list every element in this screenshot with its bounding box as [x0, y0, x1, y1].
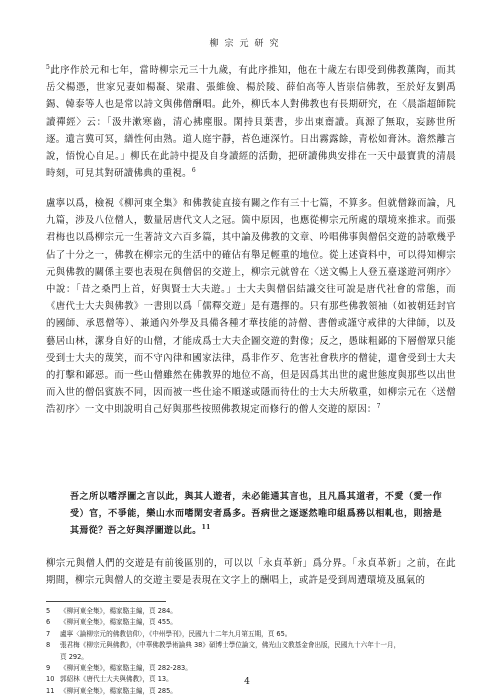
footnote-text: 《柳河東全集》，楊家駱主編，頁 285。 [60, 686, 177, 695]
footnote-text: 張君梅《柳宗元與佛教》，《中華佛教學術論典 38》碩博士學位論文，佛光山文教基金會出版，民國九十六年十一月， [60, 641, 401, 650]
footnote-divider [46, 601, 166, 602]
footnote-marker: 11 [201, 524, 211, 531]
footnote-number: 10 [46, 675, 55, 684]
paragraph-1 [46, 62, 456, 182]
footnote-marker: 6 [191, 167, 197, 175]
block-quote [70, 489, 442, 540]
footnote-text: 《柳河東全集》，楊家駱主編，頁 284。 [60, 607, 177, 615]
footnote [46, 686, 456, 697]
footnote [46, 617, 456, 628]
footnote-text: 盧寧〈論柳宗元的佛教信仰〉，《中州學刊》，民國九十二年九月第五期，頁 65。 [60, 629, 292, 638]
footnote-number: 11 [46, 686, 55, 695]
footnote-text: 《柳河東全集》，楊家駱主編，頁 455。 [60, 618, 177, 627]
footnote-marker: 7 [376, 403, 381, 411]
footnote [46, 606, 456, 617]
footnote-text: 郭紹林《唐代士大夫與佛教》，頁 13。 [60, 675, 173, 684]
quote-text: 吾之所以嗜浮圖之言以此，與其人遊者，未必能通其言也，且凡爲其道者，不愛（愛一作受）官，不爭能，樂山水而嗜閑安者爲多。吾病世之逐逐然唯印組爲務以相軋也，則捨是其焉從？吾之好與浮圖遊以此。 [70, 492, 442, 536]
footnote-text: 《柳河東全集》，楊家駱主編，頁 282-283。 [60, 664, 192, 673]
footnote-number: 9 [46, 664, 51, 673]
footnote [46, 663, 456, 674]
footnote [46, 629, 456, 640]
paragraph-3 [46, 555, 456, 589]
page-number: 4 [244, 677, 250, 687]
footnote-number: 6 [46, 618, 51, 627]
paragraph-text: 此序作於元和七年，當時柳宗元三十九歲，有此序推知，他在十歲左右即受到佛教薰陶，而其岳父楊憑，世家兄妻如楊凝、梁肅、張維儉、楊於陵、薛伯高等人皆崇信佛教，至於好友劉禹錫、韓泰等人也是常以詩文與佛僧酬唱。此外，柳氏本人對佛教也有長期研究，在〈晨詣超師院讀禪經〉云：「汲井漱寒齒，清心拂塵服。閑持貝葉書，步出東齋讀。真源了無取，妄跡世所逐。遺言冀可冥，繕性何由熟。道人庭宇靜，苔色連深竹。日出霧露餘，青松如膏沐。澹然離言說，悟悅心自足。」柳氏在此詩中提及自身讀經的活動，把研讀佛典安排在一天中最寶貴的清晨時刻，可見其對研讀佛典的重視。 [46, 65, 456, 180]
footnote [46, 640, 456, 651]
footnote-continuation: 頁 292。 [60, 652, 88, 661]
footnote-number: 8 [46, 641, 51, 650]
footnote-number: 5 [46, 607, 51, 615]
paragraph-text: 柳宗元與僧人們的交遊是有前後區別的，可以以「永貞革新」爲分界。「永貞革新」之前，在此期間，柳宗元與僧人的交遊主要是表現在文字上的酬唱上，或許是受到周遭環境及風氣的 [46, 558, 456, 587]
running-header: 柳宗元研究 [209, 39, 285, 49]
footnote-number: 7 [46, 629, 51, 638]
paragraph-2 [46, 195, 456, 419]
footnote-marker: 5 [46, 63, 51, 71]
paragraph-text: 盧寧以爲，檢視《柳河東全集》和佛教徒直接有關之作有三十七篇，不算多。但就僧錄而論，凡九篇，涉及八位僧人，數量居唐代文人之冠。箇中原因，也應從柳宗元所處的環境來推求。而張君梅也以爲柳宗元一生著詩文六百多篇，其中論及佛教的文章、吟唱佛事與僧侶交遊的詩歌幾乎佔了十分之一，佛教在柳宗元的生活中的確佔有舉足輕重的地位。從上述資料中，可以得知柳宗元與佛教的關係主要也表現在與僧侶的交遊上，柳宗元就曾在〈送文暢上人登五臺遂遊河朔序〉中說：「昔之桑門上首，好與賢士大夫遊。」士大夫與僧侶結識交往可說是唐代社會的常態，而《唐代士大夫與佛教》一書則以爲「儒釋交遊」是有選擇的。只有那些佛教領袖（如被朝廷封官的國師、承恩僧等）、兼通內外學及具備各種才華技能的詩僧、書僧或謹守戒律的大律師，以及藝居山林，潔身自好的山僧，才能成爲士大夫企圖交遊的對像；反之，愚昧粗鄙的下層僧眾只能受到士大夫的蔑笑，而不守內律和國家法律，爲非作歹、危害社會秩序的僧徒，還會受到士大夫的打擊和鄙惡。而一些山僧雖然在佛教界的地位不高，但是因爲其出世的處世態度與那些以出世而入世的僧侶賓族不同，因而被一些仕途不順遂或隱而待仕的士大夫所敬重，如柳宗元在〈送僧浩初序〉一文中則說明自己好與那些按照佛教規定而修行的僧人交遊的原因： [46, 198, 456, 416]
